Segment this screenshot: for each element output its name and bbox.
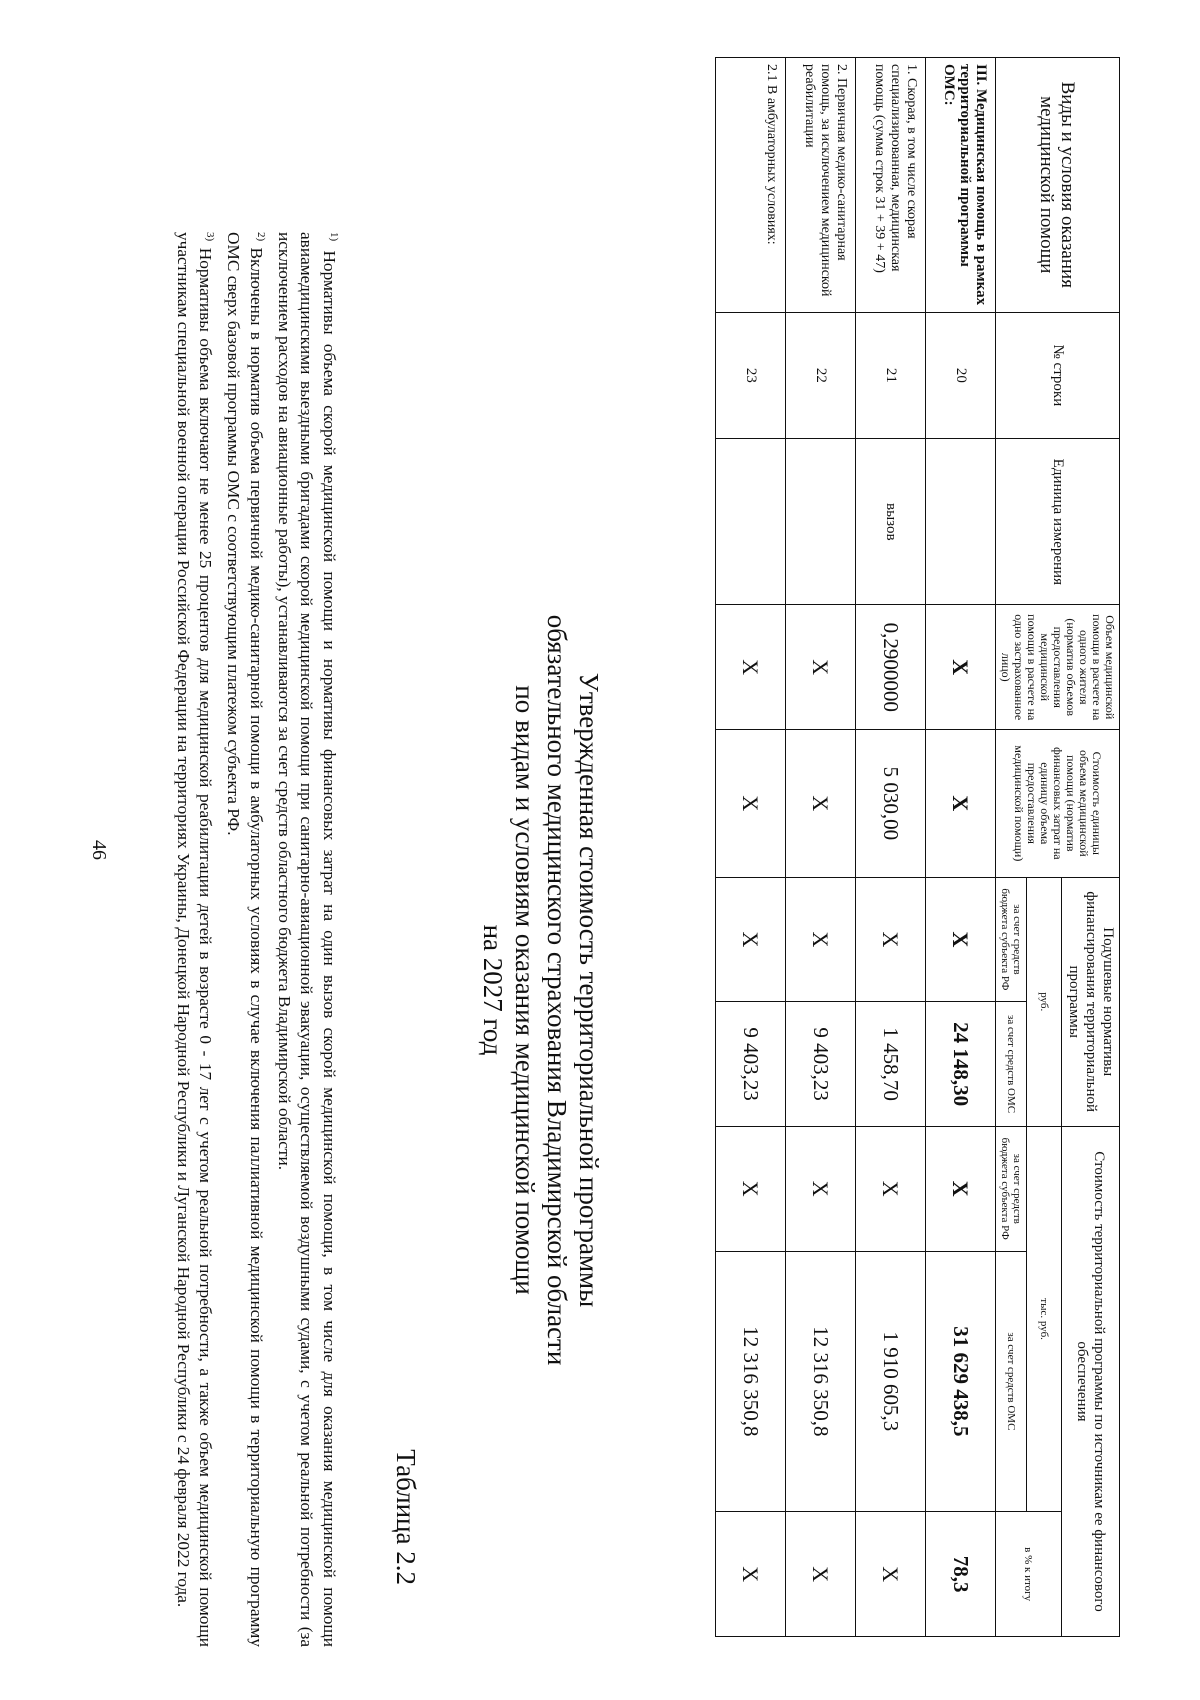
header-unit-cost: Стоимость единицы объема медицинской помощи (норматив финансовых затрат на единицу объема предоставления медицинской помощи)	[996, 730, 1120, 878]
row-unit-cost: 5 030,00	[856, 730, 926, 878]
table-row	[786, 58, 856, 1637]
header-per-capita: Подушевые нормативы финансирования территориальной программы	[1062, 877, 1120, 1126]
row-label: III. Медицинская помощь в рамках территориальной программы ОМС:	[926, 58, 996, 313]
row-cost-budget: X	[856, 1126, 926, 1251]
row-label: 2. Первичная медико-санитарная помощь, за исключением медицинской реабилитации	[786, 58, 856, 313]
table-row	[716, 58, 786, 1637]
header-thous-rub: тыс. руб.	[1027, 1126, 1062, 1511]
row-percent: X	[856, 1512, 926, 1637]
header-cost-oms: за счет средств ОМС	[996, 1251, 1027, 1512]
row-pc-oms: 24 148,30	[926, 1002, 996, 1127]
footnotes	[171, 232, 345, 1647]
table-row	[926, 58, 996, 1637]
heading-line: по видам и условиям оказания медицинской помощи	[510, 685, 540, 1295]
header-cost-total: Стоимость территориальной программы по источникам ее финансового обеспечения	[1062, 1126, 1120, 1636]
row-no: 21	[856, 312, 926, 439]
row-cost-oms: 31 629 438,5	[926, 1251, 996, 1512]
header-unit: Единица измерения	[996, 439, 1120, 605]
row-unit-cost: X	[716, 730, 786, 878]
heading-line: обязательного медицинского страхования Владимирской области	[542, 614, 572, 1366]
row-unit	[926, 439, 996, 605]
header-kinds: Виды и условия оказания медицинской помощи	[996, 58, 1120, 313]
heading-line: на 2027 год	[478, 924, 508, 1056]
footnote-3: $^{3)}$ Нормативы объема включают не менее 25 процентов для медицинской реабилитации детей в возрасте 0 - 17 лет с учетом реальной потребности, а также объем медицинской помощи участникам специальной военной операции Российской Федерации на территориях Украины, Донецкой Народной Республики и Луганской Народной Республики с 24 февраля 2022 года.	[173, 232, 217, 1647]
row-volume: X	[716, 605, 786, 730]
heading-line: Утвержденная стоимость территориальной программы	[574, 672, 604, 1308]
table-label: Таблица 2.2	[391, 1449, 421, 1585]
row-label: 1. Скорая, в том числе скорая специализированная, медицинская помощь (сумма строк 31 + 39 + 47)	[856, 58, 926, 313]
row-pc-budget: X	[786, 877, 856, 1002]
header-rub: руб.	[1027, 877, 1062, 1126]
row-no: 20	[926, 312, 996, 439]
row-pc-budget: X	[716, 877, 786, 1002]
row-cost-oms: 12 316 350,8	[786, 1251, 856, 1512]
row-cost-oms: 12 316 350,8	[716, 1251, 786, 1512]
row-no: 23	[716, 312, 786, 439]
row-percent: X	[716, 1512, 786, 1637]
document-heading	[477, 410, 605, 1570]
row-unit-cost: X	[926, 730, 996, 878]
header-pc-budget: за счет средств бюджета субъекта РФ	[996, 877, 1027, 1002]
page-number: 46	[88, 840, 110, 860]
table-container	[715, 57, 1120, 1637]
row-unit-cost: X	[786, 730, 856, 878]
row-pc-oms: 9 403,23	[716, 1002, 786, 1127]
row-pc-oms: 9 403,23	[786, 1002, 856, 1127]
row-cost-budget: X	[926, 1126, 996, 1251]
cost-table	[715, 57, 1120, 1637]
row-volume: X	[786, 605, 856, 730]
row-volume: X	[926, 605, 996, 730]
footnote-1: $^{1)}$ Нормативы объема скорой медицинской помощи и нормативы финансовых затрат на один вызов скорой медицинской помощи, в том числе для оказания медицинской помощи авиамедицинскими выездными бригадами скорой медицинской помощи при санитарно-авиационной эвакуации, осуществляемой воздушными судами, с учетом реальной потребности (за исключением расходов на авиационные работы), устанавливаются за счет средств областного бюджета Владимирской области.	[274, 232, 340, 1647]
header-volume: Объем медицинской помощи в расчете на одного жителя (норматив объемов предоставления медицинской помощи в расчете на одно застрахованное лицо)	[996, 605, 1120, 730]
row-unit	[786, 439, 856, 605]
footnote-2: $^{2)}$ Включены в норматив объема первичной медико-санитарной помощи в амбулаторных условиях в случае включения паллиативной медицинской помощи в территориальную программу ОМС сверх базовой программы ОМС с соответствующим платежом субъекта РФ.	[224, 232, 267, 1648]
row-label: 2.1 В амбулаторных условиях:	[716, 58, 786, 313]
row-unit: вызов	[856, 439, 926, 605]
row-pc-oms: 1 458,70	[856, 1002, 926, 1127]
row-volume: 0,2900000	[856, 605, 926, 730]
header-pc-oms: за счет средств ОМС	[996, 1002, 1027, 1127]
row-cost-oms: 1 910 605,3	[856, 1251, 926, 1512]
row-cost-budget: X	[716, 1126, 786, 1251]
header-percent: в % к итогу	[996, 1512, 1062, 1637]
row-pc-budget: X	[856, 877, 926, 1002]
row-percent: 78,3	[926, 1512, 996, 1637]
row-cost-budget: X	[786, 1126, 856, 1251]
row-percent: X	[786, 1512, 856, 1637]
header-cost-budget: за счет средств бюджета субъекта РФ	[996, 1126, 1027, 1251]
row-pc-budget: X	[926, 877, 996, 1002]
header-row-no: № строки	[996, 312, 1120, 439]
row-no: 22	[786, 312, 856, 439]
row-unit	[716, 439, 786, 605]
table-row	[856, 58, 926, 1637]
